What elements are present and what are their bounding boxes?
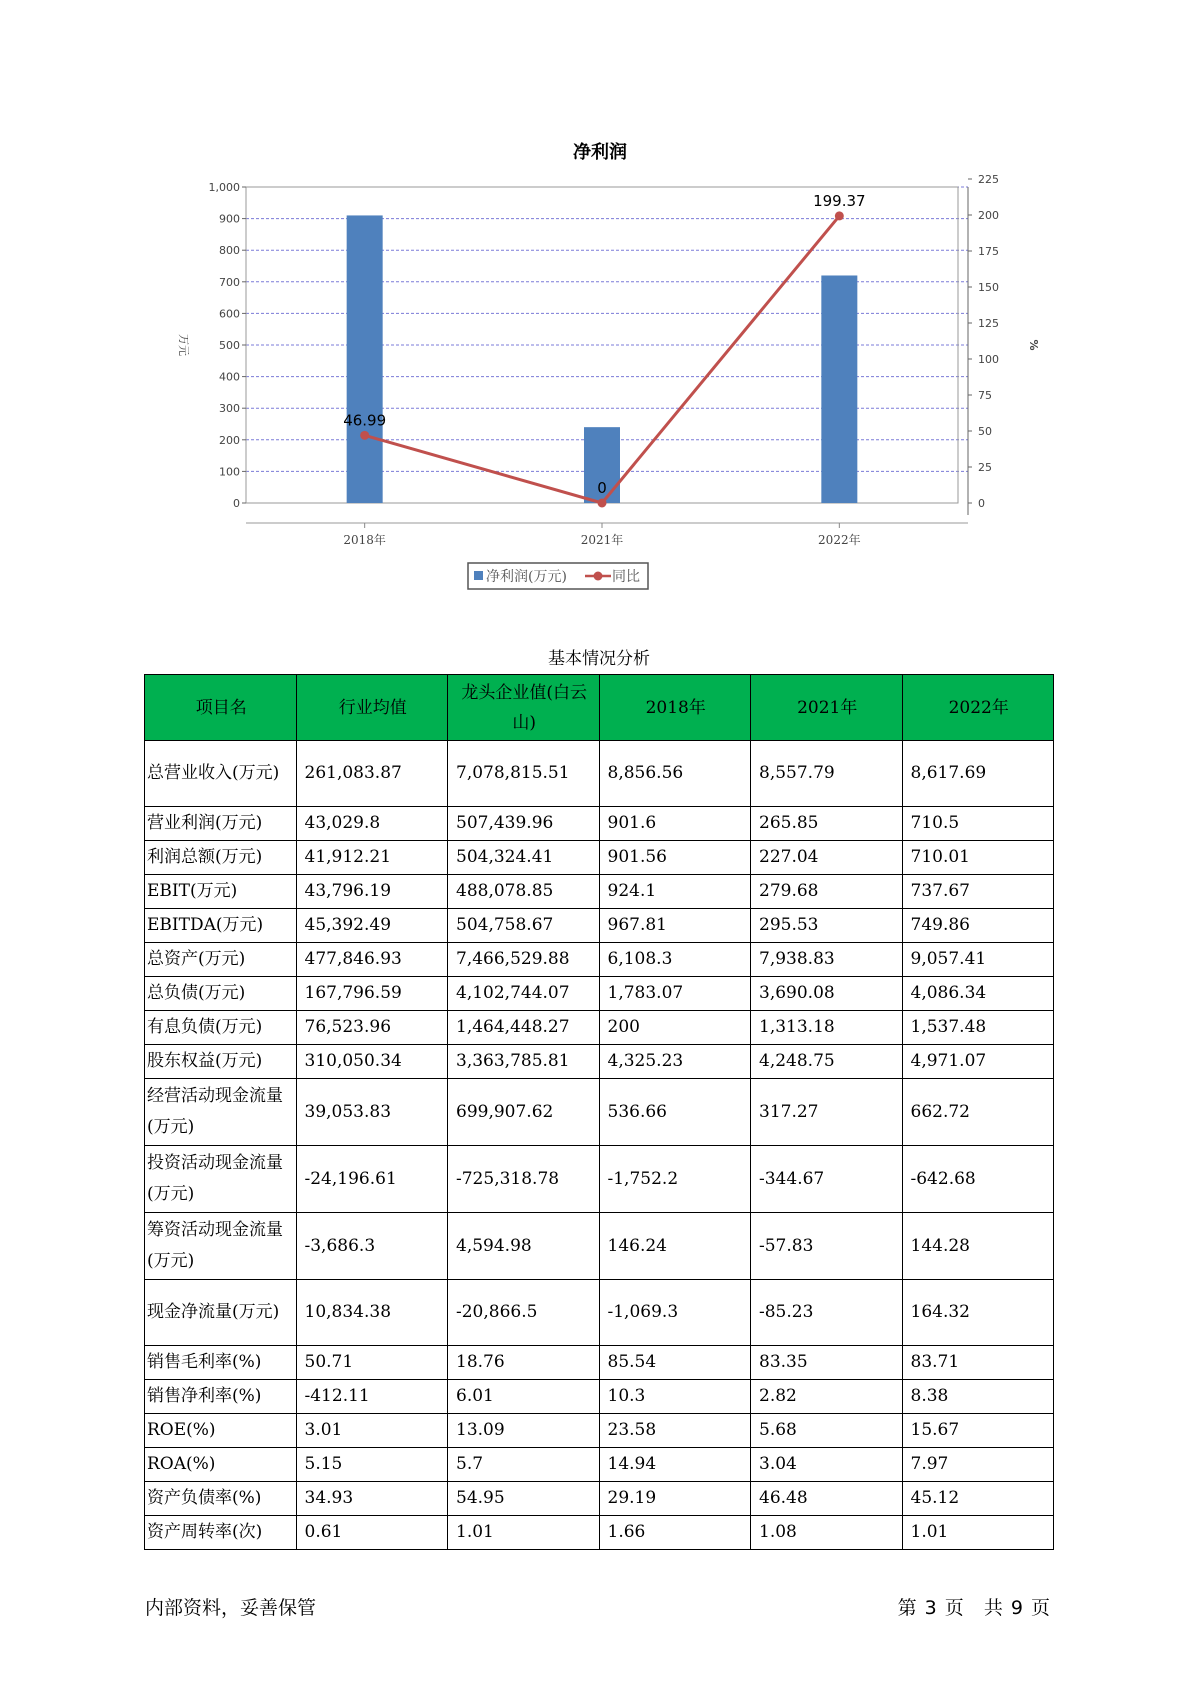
legend-line-marker xyxy=(594,572,603,581)
x-tick-label: 2018年 xyxy=(343,533,386,547)
yoy-data-label: 46.99 xyxy=(343,411,387,430)
table-row xyxy=(145,909,1054,943)
row-value-cell: 0.61 xyxy=(296,1516,448,1550)
page-unit: 页 xyxy=(944,1597,964,1619)
row-item-name: EBIT(万元) xyxy=(145,875,297,909)
row-value-cell: 9,057.41 xyxy=(902,943,1054,977)
table-row xyxy=(145,741,1054,807)
table-row xyxy=(145,943,1054,977)
row-value-cell: 164.32 xyxy=(902,1280,1054,1346)
row-value-cell: 1.01 xyxy=(448,1516,600,1550)
row-value-cell: 749.86 xyxy=(902,909,1054,943)
legend-line-label: 同比 xyxy=(612,569,640,585)
y-tick-label: 500 xyxy=(219,339,240,352)
header-leader-value: 龙头企业值(白云山) xyxy=(448,675,600,741)
table-row xyxy=(145,1482,1054,1516)
row-value-cell: 8.38 xyxy=(902,1380,1054,1414)
yoy-point xyxy=(835,211,844,220)
row-value-cell: 1,783.07 xyxy=(599,977,751,1011)
y2-tick-label: 150 xyxy=(978,281,999,294)
chart-svg xyxy=(150,128,1050,598)
y2-tick-label: 75 xyxy=(978,389,992,402)
row-item-name: 销售毛利率(%) xyxy=(145,1346,297,1380)
row-value-cell: 18.76 xyxy=(448,1346,600,1380)
y-tick-label: 0 xyxy=(233,497,240,510)
row-value-cell: 8,557.79 xyxy=(751,741,903,807)
row-value-cell: 13.09 xyxy=(448,1414,600,1448)
header-item-name: 项目名 xyxy=(145,675,297,741)
x-tick-label: 2021年 xyxy=(580,533,624,547)
page-prefix: 第 xyxy=(897,1597,917,1619)
row-value-cell: 3.01 xyxy=(296,1414,448,1448)
y2-axis-label: % xyxy=(1027,339,1040,351)
row-item-name: 投资活动现金流量(万元) xyxy=(145,1146,297,1213)
row-item-name: 资产负债率(%) xyxy=(145,1482,297,1516)
footer-confidential-note: 内部资料，妥善保管 xyxy=(145,1597,317,1619)
x-axis-ticks xyxy=(343,523,860,547)
y-tick-label: 300 xyxy=(219,402,240,416)
total-prefix: 共 xyxy=(983,1597,1003,1619)
row-item-name: 经营活动现金流量(万元) xyxy=(145,1079,297,1146)
row-value-cell: 1.01 xyxy=(902,1516,1054,1550)
table-header-row xyxy=(145,675,1054,741)
x-tick-label: 2022年 xyxy=(818,533,861,547)
row-value-cell: -412.11 xyxy=(296,1380,448,1414)
row-value-cell: 167,796.59 xyxy=(296,977,448,1011)
table-row xyxy=(145,1079,1054,1146)
net-profit-chart xyxy=(150,128,1050,598)
row-value-cell: 504,324.41 xyxy=(448,841,600,875)
row-value-cell: 488,078.85 xyxy=(448,875,600,909)
row-value-cell: 29.19 xyxy=(599,1482,751,1516)
header-2022: 2022年 xyxy=(902,675,1054,741)
row-value-cell: 23.58 xyxy=(599,1414,751,1448)
row-value-cell: 317.27 xyxy=(751,1079,903,1146)
row-value-cell: 536.66 xyxy=(599,1079,751,1146)
row-value-cell: 710.01 xyxy=(902,841,1054,875)
row-value-cell: 4,325.23 xyxy=(599,1045,751,1079)
row-value-cell: 15.67 xyxy=(902,1414,1054,1448)
table-row xyxy=(145,1414,1054,1448)
row-value-cell: 295.53 xyxy=(751,909,903,943)
row-item-name: EBITDA(万元) xyxy=(145,909,297,943)
row-value-cell: 7,466,529.88 xyxy=(448,943,600,977)
row-value-cell: -3,686.3 xyxy=(296,1213,448,1280)
bar-2018年 xyxy=(347,215,383,503)
table-row xyxy=(145,1380,1054,1414)
row-value-cell: 43,796.19 xyxy=(296,875,448,909)
row-value-cell: 261,083.87 xyxy=(296,741,448,807)
table-row xyxy=(145,1280,1054,1346)
row-value-cell: 144.28 xyxy=(902,1213,1054,1280)
row-value-cell: 7,938.83 xyxy=(751,943,903,977)
y-tick-label: 100 xyxy=(219,465,240,479)
row-value-cell: 699,907.62 xyxy=(448,1079,600,1146)
chart-legend xyxy=(468,563,648,589)
row-item-name: 总营业收入(万元) xyxy=(145,741,297,807)
row-item-name: 总负债(万元) xyxy=(145,977,297,1011)
y-tick-label: 600 xyxy=(219,307,240,321)
row-value-cell: 265.85 xyxy=(751,807,903,841)
row-item-name: 利润总额(万元) xyxy=(145,841,297,875)
row-value-cell: 45,392.49 xyxy=(296,909,448,943)
row-value-cell: 43,029.8 xyxy=(296,807,448,841)
row-value-cell: 54.95 xyxy=(448,1482,600,1516)
chart-title: 净利润 xyxy=(573,142,627,163)
row-value-cell: -24,196.61 xyxy=(296,1146,448,1213)
row-item-name: 有息负债(万元) xyxy=(145,1011,297,1045)
row-value-cell: -85.23 xyxy=(751,1280,903,1346)
row-value-cell: 6.01 xyxy=(448,1380,600,1414)
row-value-cell: 34.93 xyxy=(296,1482,448,1516)
row-value-cell: 7.97 xyxy=(902,1448,1054,1482)
yoy-data-label: 199.37 xyxy=(813,191,866,210)
header-2018: 2018年 xyxy=(599,675,751,741)
row-value-cell: 5.7 xyxy=(448,1448,600,1482)
y2-tick-label: 200 xyxy=(978,209,999,222)
row-value-cell: -1,069.3 xyxy=(599,1280,751,1346)
y2-tick-label: 100 xyxy=(978,353,999,366)
row-value-cell: 924.1 xyxy=(599,875,751,909)
row-value-cell: -344.67 xyxy=(751,1146,903,1213)
row-value-cell: 39,053.83 xyxy=(296,1079,448,1146)
footer-page-number xyxy=(894,1593,1054,1620)
table-row xyxy=(145,841,1054,875)
row-value-cell: 200 xyxy=(599,1011,751,1045)
yoy-data-label: 0 xyxy=(597,479,607,497)
row-value-cell: 710.5 xyxy=(902,807,1054,841)
row-value-cell: -57.83 xyxy=(751,1213,903,1280)
yoy-point xyxy=(598,499,607,508)
y2-tick-label: 25 xyxy=(978,461,992,474)
row-value-cell: 1,313.18 xyxy=(751,1011,903,1045)
row-value-cell: 8,617.69 xyxy=(902,741,1054,807)
row-value-cell: 4,248.75 xyxy=(751,1045,903,1079)
row-value-cell: 4,086.34 xyxy=(902,977,1054,1011)
row-value-cell: 10,834.38 xyxy=(296,1280,448,1346)
row-value-cell: 662.72 xyxy=(902,1079,1054,1146)
table-row xyxy=(145,1146,1054,1213)
row-value-cell: 14.94 xyxy=(599,1448,751,1482)
row-value-cell: 279.68 xyxy=(751,875,903,909)
row-value-cell: 7,078,815.51 xyxy=(448,741,600,807)
row-value-cell: 3.04 xyxy=(751,1448,903,1482)
row-value-cell: 76,523.96 xyxy=(296,1011,448,1045)
y-tick-label: 200 xyxy=(219,433,240,447)
row-item-name: 营业利润(万元) xyxy=(145,807,297,841)
table-row xyxy=(145,977,1054,1011)
row-value-cell: 3,690.08 xyxy=(751,977,903,1011)
row-value-cell: -642.68 xyxy=(902,1146,1054,1213)
y2-tick-label: 50 xyxy=(978,425,992,438)
header-industry-avg: 行业均值 xyxy=(296,675,448,741)
y-tick-label: 800 xyxy=(219,244,240,258)
row-item-name: 筹资活动现金流量(万元) xyxy=(145,1213,297,1280)
row-value-cell: -20,866.5 xyxy=(448,1280,600,1346)
row-value-cell: 10.3 xyxy=(599,1380,751,1414)
table-row xyxy=(145,1045,1054,1079)
y-tick-label: 400 xyxy=(219,370,240,384)
header-2021: 2021年 xyxy=(751,675,903,741)
row-value-cell: 1,464,448.27 xyxy=(448,1011,600,1045)
row-item-name: ROA(%) xyxy=(145,1448,297,1482)
row-value-cell: 85.54 xyxy=(599,1346,751,1380)
table-row xyxy=(145,807,1054,841)
table-body xyxy=(145,741,1054,1550)
row-value-cell: 227.04 xyxy=(751,841,903,875)
page-current: 3 xyxy=(924,1597,937,1619)
row-value-cell: 2.82 xyxy=(751,1380,903,1414)
y2-tick-label: 0 xyxy=(978,497,985,510)
row-item-name: ROE(%) xyxy=(145,1414,297,1448)
y2-tick-label: 225 xyxy=(978,173,999,186)
y2-axis-ticks xyxy=(968,173,999,510)
row-value-cell: 6,108.3 xyxy=(599,943,751,977)
y2-tick-label: 125 xyxy=(978,317,999,330)
row-value-cell: 1,537.48 xyxy=(902,1011,1054,1045)
row-value-cell: 45.12 xyxy=(902,1482,1054,1516)
basic-analysis-table xyxy=(144,674,1054,1550)
row-value-cell: 507,439.96 xyxy=(448,807,600,841)
table-row xyxy=(145,1516,1054,1550)
row-value-cell: 5.15 xyxy=(296,1448,448,1482)
row-value-cell: 8,856.56 xyxy=(599,741,751,807)
row-value-cell: 41,912.21 xyxy=(296,841,448,875)
yoy-point xyxy=(360,431,369,440)
y2-tick-label: 175 xyxy=(978,245,999,258)
row-value-cell: 83.71 xyxy=(902,1346,1054,1380)
row-value-cell: 901.56 xyxy=(599,841,751,875)
row-value-cell: 504,758.67 xyxy=(448,909,600,943)
row-item-name: 现金净流量(万元) xyxy=(145,1280,297,1346)
y-tick-label: 900 xyxy=(219,212,240,226)
table-row xyxy=(145,1011,1054,1045)
row-value-cell: 1.08 xyxy=(751,1516,903,1550)
y-axis-ticks xyxy=(209,181,247,510)
legend-bar-swatch xyxy=(474,571,483,580)
row-value-cell: 146.24 xyxy=(599,1213,751,1280)
table-row xyxy=(145,1213,1054,1280)
row-item-name: 股东权益(万元) xyxy=(145,1045,297,1079)
row-value-cell: 50.71 xyxy=(296,1346,448,1380)
row-value-cell: 46.48 xyxy=(751,1482,903,1516)
y-tick-label: 1,000 xyxy=(208,181,240,194)
row-value-cell: 901.6 xyxy=(599,807,751,841)
legend-bar-label: 净利润(万元) xyxy=(486,569,567,585)
row-value-cell: 83.35 xyxy=(751,1346,903,1380)
row-value-cell: 4,102,744.07 xyxy=(448,977,600,1011)
row-value-cell: 4,971.07 xyxy=(902,1045,1054,1079)
bar-2022年 xyxy=(821,275,857,503)
table-caption: 基本情况分析 xyxy=(548,649,650,669)
row-value-cell: 477,846.93 xyxy=(296,943,448,977)
y-axis-label: 万元 xyxy=(177,334,190,356)
table-row xyxy=(145,1346,1054,1380)
row-value-cell: 967.81 xyxy=(599,909,751,943)
row-value-cell: 4,594.98 xyxy=(448,1213,600,1280)
row-value-cell: -725,318.78 xyxy=(448,1146,600,1213)
row-value-cell: -1,752.2 xyxy=(599,1146,751,1213)
row-value-cell: 3,363,785.81 xyxy=(448,1045,600,1079)
y-tick-label: 700 xyxy=(219,275,240,289)
row-value-cell: 1.66 xyxy=(599,1516,751,1550)
row-item-name: 销售净利率(%) xyxy=(145,1380,297,1414)
bar-series xyxy=(347,215,858,503)
page-total: 9 xyxy=(1010,1597,1023,1619)
row-value-cell: 310,050.34 xyxy=(296,1045,448,1079)
total-unit: 页 xyxy=(1030,1597,1050,1619)
row-value-cell: 737.67 xyxy=(902,875,1054,909)
table-row xyxy=(145,875,1054,909)
row-item-name: 总资产(万元) xyxy=(145,943,297,977)
row-value-cell: 5.68 xyxy=(751,1414,903,1448)
row-item-name: 资产周转率(次) xyxy=(145,1516,297,1550)
table-row xyxy=(145,1448,1054,1482)
